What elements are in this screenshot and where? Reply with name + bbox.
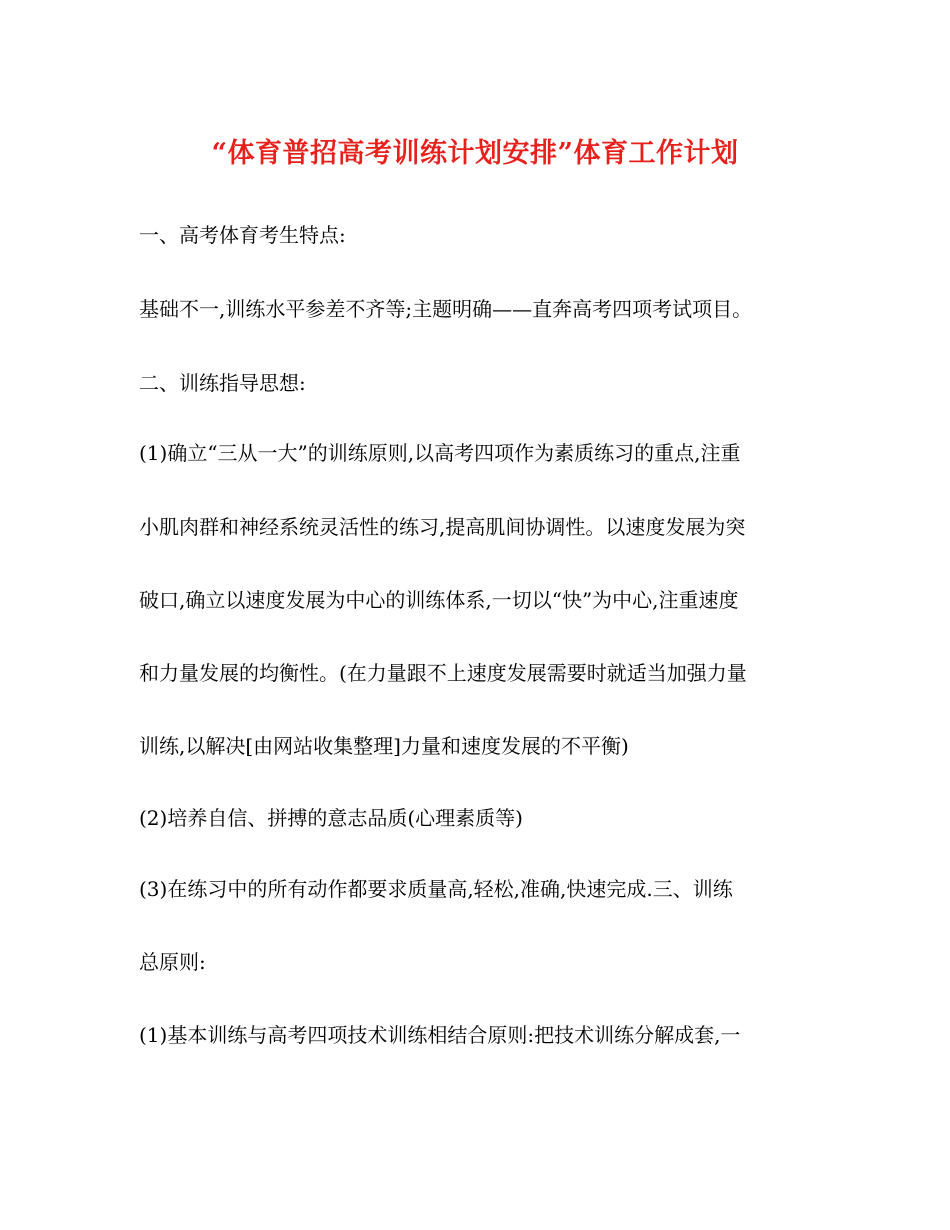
paragraph-line: 破口,确立以速度发展为中心的训练体系,一切以“快”为中心,注重速度 [139,588,739,612]
paragraph-line: 基础不一,训练水平参差不齐等;主题明确——直奔高考四项考试项目。 [139,297,753,321]
paragraph-line: (2)培养自信、拼搏的意志品质(心理素质等) [139,806,523,830]
paragraph-line: 训练,以解决[由网站收集整理]力量和速度发展的不平衡) [139,734,629,758]
paragraph-line: (1)确立“三从一大”的训练原则,以高考四项作为素质练习的重点,注重 [139,441,741,465]
paragraph-line: (3)在练习中的所有动作都要求质量高,轻松,准确,快速完成.三、训练 [139,877,733,901]
paragraph-line: (1)基本训练与高考四项技术训练相结合原则:把技术训练分解成套,一 [139,1023,741,1047]
document-title: “体育普招高考训练计划安排”体育工作计划 [211,138,739,169]
section-heading-3-continued: 总原则: [139,950,206,974]
paragraph-line: 小肌肉群和神经系统灵活性的练习,提高肌间协调性。以速度发展为突 [139,515,746,539]
section-heading-2: 二、训练指导思想: [139,371,306,395]
paragraph-line: 和力量发展的均衡性。(在力量跟不上速度发展需要时就适当加强力量 [139,661,747,685]
section-heading-1: 一、高考体育考生特点: [139,223,346,247]
